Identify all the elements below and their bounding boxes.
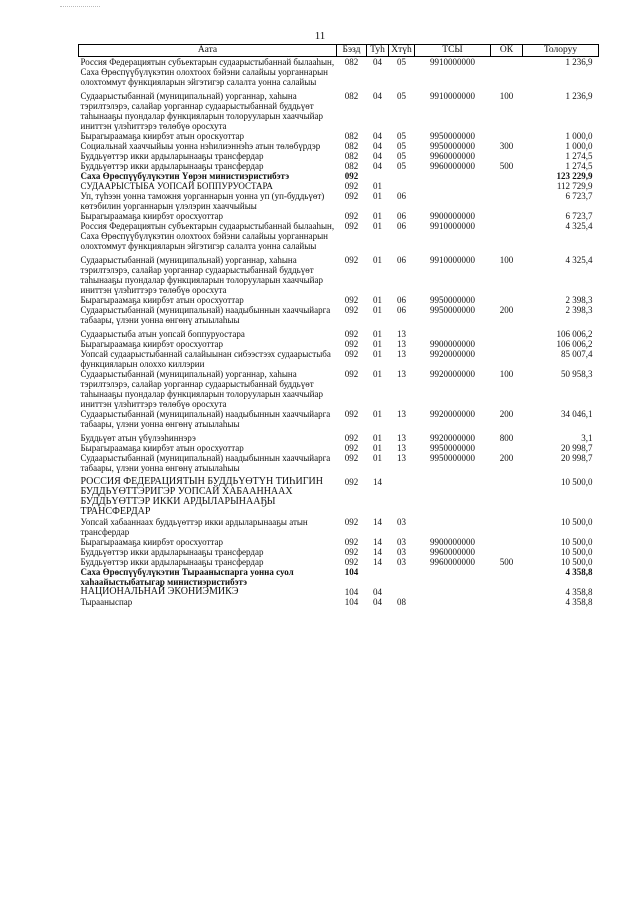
cell-tsy: 9960000000	[430, 161, 475, 171]
cell-tuh: 04	[373, 57, 382, 67]
cell-name: Бырагыраамаҕа киирбэт оросхуоттар	[80, 537, 223, 547]
col-header-value: Толоруу	[523, 45, 599, 57]
cell-xtuh: 06	[397, 295, 406, 305]
cell-value: 2 398,3	[565, 305, 593, 315]
cell-tuh: 01	[373, 369, 382, 379]
cell-tuh: 01	[373, 409, 382, 419]
table-row	[79, 567, 599, 587]
cell-xtuh: 03	[397, 557, 406, 567]
cell-tuh: 14	[373, 537, 382, 547]
cell-bezd: 092	[344, 369, 359, 379]
cell-value: 1 236,9	[565, 91, 593, 101]
cell-xtuh	[389, 587, 415, 597]
cell-name: Россия Федерациятын субъектарын судаарыстыбаннай былааһын, Саха Өрөспүүбүлүкэтин олохтоох бэйэни салайыы уорганнарын олохтоммут функцияларын эйгэтигэр салалта уонна салайыы	[80, 57, 335, 87]
cell-ok	[491, 211, 523, 221]
table-row	[79, 305, 599, 325]
cell-ok	[491, 477, 523, 517]
cell-value: 112 729,9	[556, 181, 593, 191]
cell-tsy	[415, 329, 491, 339]
cell-ok: 100	[499, 255, 514, 265]
cell-bezd: 082	[344, 57, 359, 67]
cell-name: Судаарыстыбаннай (муниципальнай) наадыбыннын хааччыйарга табаары, үлэни уонна өнгөнү атыылаһыы	[80, 453, 331, 473]
cell-xtuh: 05	[397, 151, 406, 161]
cell-tuh: 04	[373, 151, 382, 161]
cell-name: Уопсай хабааннаах буддьүөттэр икки ардыларынааҕы атын трансфердар	[80, 517, 308, 537]
cell-tsy: 9920000000	[430, 409, 475, 419]
cell-name: Буддьүөттэр икки ардыларынааҕы трансфердар	[80, 161, 264, 171]
cell-value: 4 325,4	[565, 255, 593, 265]
cell-xtuh: 03	[397, 517, 406, 527]
cell-bezd: 082	[344, 141, 359, 151]
cell-ok: 800	[499, 433, 514, 443]
cell-value: 10 500,0	[561, 477, 593, 487]
table-row	[79, 597, 599, 607]
table-row	[79, 587, 599, 597]
table-row	[79, 517, 599, 537]
cell-ok	[491, 57, 523, 88]
cell-tuh: 14	[373, 547, 382, 557]
col-header-tuh: Туһ	[367, 45, 389, 57]
cell-ok	[491, 349, 523, 369]
cell-bezd: 092	[344, 171, 359, 181]
cell-xtuh: 05	[397, 91, 406, 101]
cell-value: 123 229,9	[556, 171, 593, 181]
cell-bezd: 104	[344, 597, 359, 607]
cell-bezd: 092	[344, 409, 359, 419]
cell-xtuh	[389, 567, 415, 587]
scan-mark	[60, 6, 100, 7]
table-row	[79, 211, 599, 221]
budget-table	[78, 44, 599, 607]
cell-tuh: 04	[373, 597, 382, 607]
cell-ok: 100	[499, 369, 514, 379]
cell-bezd: 082	[344, 151, 359, 161]
cell-value: 106 006,2	[556, 329, 593, 339]
cell-bezd: 092	[344, 349, 359, 359]
cell-tsy: 9950000000	[430, 453, 475, 463]
cell-bezd: 092	[344, 181, 359, 191]
cell-xtuh: 13	[397, 329, 406, 339]
table-row	[79, 255, 599, 295]
cell-value: 10 500,0	[561, 537, 593, 547]
cell-name: Бырагыраамаҕа киирбэт атын ороскуоттар	[80, 131, 244, 141]
table-row	[79, 547, 599, 557]
cell-tsy	[415, 597, 491, 607]
cell-bezd: 092	[344, 221, 359, 231]
cell-tuh: 01	[373, 191, 382, 201]
cell-tsy: 9900000000	[430, 537, 475, 547]
col-header-bezd: Бэзд	[337, 45, 367, 57]
table-row	[79, 57, 599, 88]
cell-tuh: 01	[373, 295, 382, 305]
cell-tsy: 9920000000	[430, 433, 475, 443]
cell-bezd: 092	[344, 191, 359, 201]
cell-ok	[491, 567, 523, 587]
cell-xtuh: 13	[397, 339, 406, 349]
cell-bezd: 092	[344, 453, 359, 463]
table-row	[79, 409, 599, 429]
cell-value: 85 007,4	[561, 349, 593, 359]
cell-xtuh: 05	[397, 131, 406, 141]
cell-value: 4 358,8	[565, 597, 593, 607]
cell-name: Бырагыраамаҕа киирбэт атын оросхуоттар	[80, 295, 244, 305]
cell-name: РОССИЯ ФЕДЕРАЦИЯТЫН БУДДЬҮӨТҮН ТИҺИГИН БУДДЬҮӨТТЭРИГЭР УОПСАЙ ХАБААННААХ БУДДЬҮӨТТЭР ИККИ АРДЫЛАРЫНААҔЫ ТРАНСФЕРДАР	[80, 476, 323, 517]
cell-tuh: 01	[373, 443, 382, 453]
cell-value: 10 500,0	[561, 517, 593, 527]
cell-name: Судаарыстыбаннай (муниципальнай) уорганнар, хаһына тэрилтэлэрэ, салайар уорганнар судаарыстыбаннай буддьүөт таһынааҕы пуондалар функцияларын толорууларын хааччыйар иниттэн үлэһиттэрэ төлөбүө оросхута	[80, 91, 323, 131]
table-row	[79, 141, 599, 151]
cell-ok	[491, 295, 523, 305]
cell-tsy: 9910000000	[430, 255, 475, 265]
cell-bezd: 092	[344, 443, 359, 453]
cell-tuh: 04	[373, 91, 382, 101]
cell-tsy: 9960000000	[430, 151, 475, 161]
cell-value: 6 723,7	[565, 211, 593, 221]
cell-value: 106 006,2	[556, 339, 593, 349]
cell-tsy	[415, 587, 491, 597]
cell-ok	[491, 171, 523, 181]
cell-xtuh: 13	[397, 443, 406, 453]
col-header-ok: ОК	[491, 45, 523, 57]
col-header-name: Аата	[79, 45, 337, 57]
table-row	[79, 131, 599, 141]
cell-value: 10 500,0	[561, 547, 593, 557]
cell-value: 3,1	[581, 433, 593, 443]
table-row	[79, 91, 599, 131]
table-row	[79, 477, 599, 517]
cell-tuh: 04	[373, 587, 382, 597]
cell-name: Буддьүөттэр икки ардыларынааҕы трансфердар	[80, 151, 264, 161]
cell-bezd: 082	[344, 161, 359, 171]
table-row	[79, 151, 599, 161]
cell-bezd: 092	[344, 557, 359, 567]
cell-name: Буддьүөттэр икки ардыларынааҕы трансфердар	[80, 547, 264, 557]
table-row	[79, 443, 599, 453]
table-row	[79, 349, 599, 369]
cell-tsy	[415, 567, 491, 587]
cell-tsy: 9920000000	[430, 349, 475, 359]
cell-name: Судаарыстыбаннай (муниципальнай) наадыбыннын хааччыйарга табаары, үлэни уонна өнгөнү атыылаһыы	[80, 409, 331, 429]
cell-name: Бырагыраамаҕа киирбэт атын оросхуоттар	[80, 443, 244, 453]
cell-tsy: 9910000000	[430, 57, 475, 67]
table-row	[79, 295, 599, 305]
cell-bezd: 082	[344, 91, 359, 101]
cell-tsy: 9900000000	[430, 339, 475, 349]
table-header	[79, 45, 599, 57]
cell-bezd: 104	[344, 567, 359, 577]
cell-value: 4 325,4	[565, 221, 593, 231]
cell-tsy: 9950000000	[430, 141, 475, 151]
cell-xtuh	[389, 171, 415, 181]
cell-tsy: 9950000000	[430, 305, 475, 315]
cell-ok: 200	[499, 453, 514, 463]
cell-bezd: 092	[344, 547, 359, 557]
cell-value: 1 000,0	[565, 141, 593, 151]
cell-tsy: 9910000000	[430, 221, 475, 231]
cell-tuh: 01	[373, 305, 382, 315]
table-row	[79, 339, 599, 349]
cell-ok: 300	[499, 141, 514, 151]
cell-bezd: 092	[344, 339, 359, 349]
cell-name: Судаарыстыба атын уопсай боппуруостара	[80, 329, 245, 339]
cell-tuh: 01	[373, 181, 382, 191]
cell-bezd: 092	[344, 255, 359, 265]
cell-tsy	[415, 191, 491, 211]
cell-bezd: 082	[344, 131, 359, 141]
cell-name: Россия Федерациятын субъектарын судаарыстыбаннай былааһын, Саха Өрөспүүбүлүкэтин олохтоох бэйэни салайыы уорганнарын олохтоммут функцияларын эйгэтигэр салалта уонна салайыы	[80, 221, 335, 251]
table-row	[79, 453, 599, 473]
cell-bezd: 092	[344, 211, 359, 221]
cell-bezd: 092	[344, 537, 359, 547]
cell-tsy: 9950000000	[430, 295, 475, 305]
cell-name: Бырагыраамаҕа киирбэт оросхуоттар	[80, 339, 223, 349]
cell-value: 10 500,0	[561, 557, 593, 567]
cell-xtuh: 03	[397, 547, 406, 557]
table-row	[79, 171, 599, 181]
table-row	[79, 161, 599, 171]
cell-tuh: 01	[373, 255, 382, 265]
cell-tsy: 9960000000	[430, 557, 475, 567]
cell-value: 1 000,0	[565, 131, 593, 141]
cell-value: 34 046,1	[561, 409, 593, 419]
cell-ok	[491, 597, 523, 607]
cell-xtuh: 13	[397, 433, 406, 443]
cell-ok	[491, 547, 523, 557]
cell-name: Саха Өрөспүүбүлүкэтин Тырааныспарга уонна суол хаһаайыстыбатыгар министиэристибэтэ	[80, 567, 294, 587]
cell-xtuh: 06	[397, 191, 406, 201]
cell-bezd: 092	[344, 433, 359, 443]
cell-name: СУДААРЫСТЫБА УОПСАЙ БОППУРУОСТАРА	[80, 181, 273, 191]
cell-xtuh: 06	[397, 221, 406, 231]
cell-tuh: 14	[373, 517, 382, 527]
table-row	[79, 369, 599, 409]
cell-name: Саха Өрөспүүбүлүкэтин Үөрэн министиэристибэтэ	[80, 171, 290, 181]
cell-tuh: 04	[373, 141, 382, 151]
table-row	[79, 221, 599, 251]
cell-ok: 200	[499, 305, 514, 315]
cell-ok: 500	[499, 161, 514, 171]
cell-value: 4 358,8	[565, 567, 593, 577]
cell-xtuh	[389, 181, 415, 191]
cell-xtuh: 05	[397, 161, 406, 171]
table-row	[79, 191, 599, 211]
cell-tsy: 9900000000	[430, 211, 475, 221]
cell-tuh: 01	[373, 433, 382, 443]
cell-tsy	[415, 171, 491, 181]
cell-tsy: 9950000000	[430, 443, 475, 453]
cell-tsy: 9910000000	[430, 91, 475, 101]
cell-xtuh: 06	[397, 255, 406, 265]
cell-xtuh: 06	[397, 305, 406, 315]
cell-name: Судаарыстыбаннай (муниципальнай) уорганнар, хаһына тэрилтэлэрэ, салайар уорганнар судаарыстыбаннай буддьүөт таһынааҕы пуондалар функцияларын толорууларын хааччыйар иниттэн үлэһиттэрэ төлөбүө оросхута	[80, 369, 323, 409]
cell-ok	[491, 181, 523, 191]
col-header-tsy: ТСЫ	[415, 45, 491, 57]
cell-xtuh: 03	[397, 537, 406, 547]
cell-value: 4 358,8	[565, 587, 593, 597]
cell-xtuh: 13	[397, 349, 406, 359]
page-number: 11	[314, 30, 326, 42]
cell-ok	[491, 443, 523, 453]
cell-name: Судаарыстыбаннай (муниципальнай) уорганнар, хаһына тэрилтэлэрэ, салайар уорганнар судаарыстыбаннай буддьүөт таһынааҕы пуондалар функцияларын толорууларын хааччыйар иниттэн үлэһиттэрэ төлөбүө оросхута	[80, 255, 323, 295]
cell-name: Социальнай хааччыйыы уонна нэһилиэннэһэ атын төлөбүрдэр	[80, 141, 321, 151]
cell-value: 1 274,5	[565, 161, 593, 171]
cell-bezd: 092	[344, 477, 359, 487]
cell-tuh: 01	[373, 453, 382, 463]
cell-tuh	[367, 171, 389, 181]
cell-ok	[491, 131, 523, 141]
cell-value: 6 723,7	[565, 191, 593, 201]
cell-ok	[491, 339, 523, 349]
cell-xtuh: 13	[397, 369, 406, 379]
cell-tuh: 01	[373, 329, 382, 339]
cell-name: Буддьүөт атын үбүлээһиннэрэ	[80, 433, 196, 443]
cell-bezd: 092	[344, 295, 359, 305]
cell-tuh	[367, 567, 389, 587]
cell-xtuh: 05	[397, 141, 406, 151]
cell-value: 1 274,5	[565, 151, 593, 161]
cell-ok: 100	[499, 91, 514, 101]
table-row	[79, 329, 599, 339]
cell-tsy	[415, 477, 491, 517]
cell-name: Уопсай судаарыстыбаннай салайыынан сибээстээх судаарыстыба функцияларын олоххо киллэрии	[80, 349, 331, 369]
cell-bezd: 092	[344, 305, 359, 315]
cell-tuh: 04	[373, 131, 382, 141]
table-row	[79, 537, 599, 547]
cell-ok	[491, 221, 523, 251]
cell-ok	[491, 587, 523, 597]
cell-tsy	[415, 517, 491, 537]
cell-ok	[491, 329, 523, 339]
cell-xtuh	[389, 477, 415, 517]
cell-name: Тырааныспар	[80, 597, 133, 607]
cell-bezd: 092	[344, 517, 359, 527]
cell-tsy: 9960000000	[430, 547, 475, 557]
cell-tsy	[415, 181, 491, 191]
cell-ok: 200	[499, 409, 514, 419]
cell-tuh: 14	[373, 557, 382, 567]
cell-value: 50 958,3	[561, 369, 593, 379]
cell-xtuh: 13	[397, 409, 406, 419]
cell-xtuh: 05	[397, 57, 406, 67]
cell-name: Буддьүөттэр икки ардыларынааҕы трансфердар	[80, 557, 264, 567]
cell-value: 20 998,7	[561, 443, 593, 453]
cell-xtuh: 06	[397, 211, 406, 221]
cell-value: 20 998,7	[561, 453, 593, 463]
cell-value: 1 236,9	[565, 57, 593, 67]
cell-name: Бырагыраамаҕа киирбэт оросхуоттар	[80, 211, 223, 221]
cell-ok	[491, 191, 523, 211]
cell-tuh: 01	[373, 339, 382, 349]
cell-ok	[491, 517, 523, 537]
table-row	[79, 433, 599, 443]
col-header-xtuh: Хтүһ	[389, 45, 415, 57]
cell-ok	[491, 151, 523, 161]
cell-xtuh: 08	[397, 597, 406, 607]
cell-tuh: 01	[373, 349, 382, 359]
cell-xtuh: 13	[397, 453, 406, 463]
cell-tuh: 14	[373, 477, 382, 487]
cell-bezd: 092	[344, 329, 359, 339]
cell-tsy: 9950000000	[430, 131, 475, 141]
cell-tuh: 04	[373, 161, 382, 171]
cell-ok	[491, 537, 523, 547]
cell-ok: 500	[499, 557, 514, 567]
table-row	[79, 557, 599, 567]
table-row	[79, 181, 599, 191]
cell-name: Судаарыстыбаннай (муниципальнай) наадыбыннын хааччыйарга табаары, үлэни уонна өнгөнү атыылаһыы	[80, 305, 331, 325]
cell-name: Уп, түһээн уонна таможня уорганнарын уонна уп (уп-буддьүөт) көтэбилин уорганнарын үлэлэрин хааччыйыы	[80, 191, 325, 211]
cell-tuh: 01	[373, 221, 382, 231]
cell-tuh: 01	[373, 211, 382, 221]
cell-bezd: 104	[344, 587, 359, 597]
cell-name: НАЦИОНАЛЬНАЙ ЭКОНИЭМИКЭ	[80, 586, 239, 597]
cell-tsy: 9920000000	[430, 369, 475, 379]
cell-value: 2 398,3	[565, 295, 593, 305]
